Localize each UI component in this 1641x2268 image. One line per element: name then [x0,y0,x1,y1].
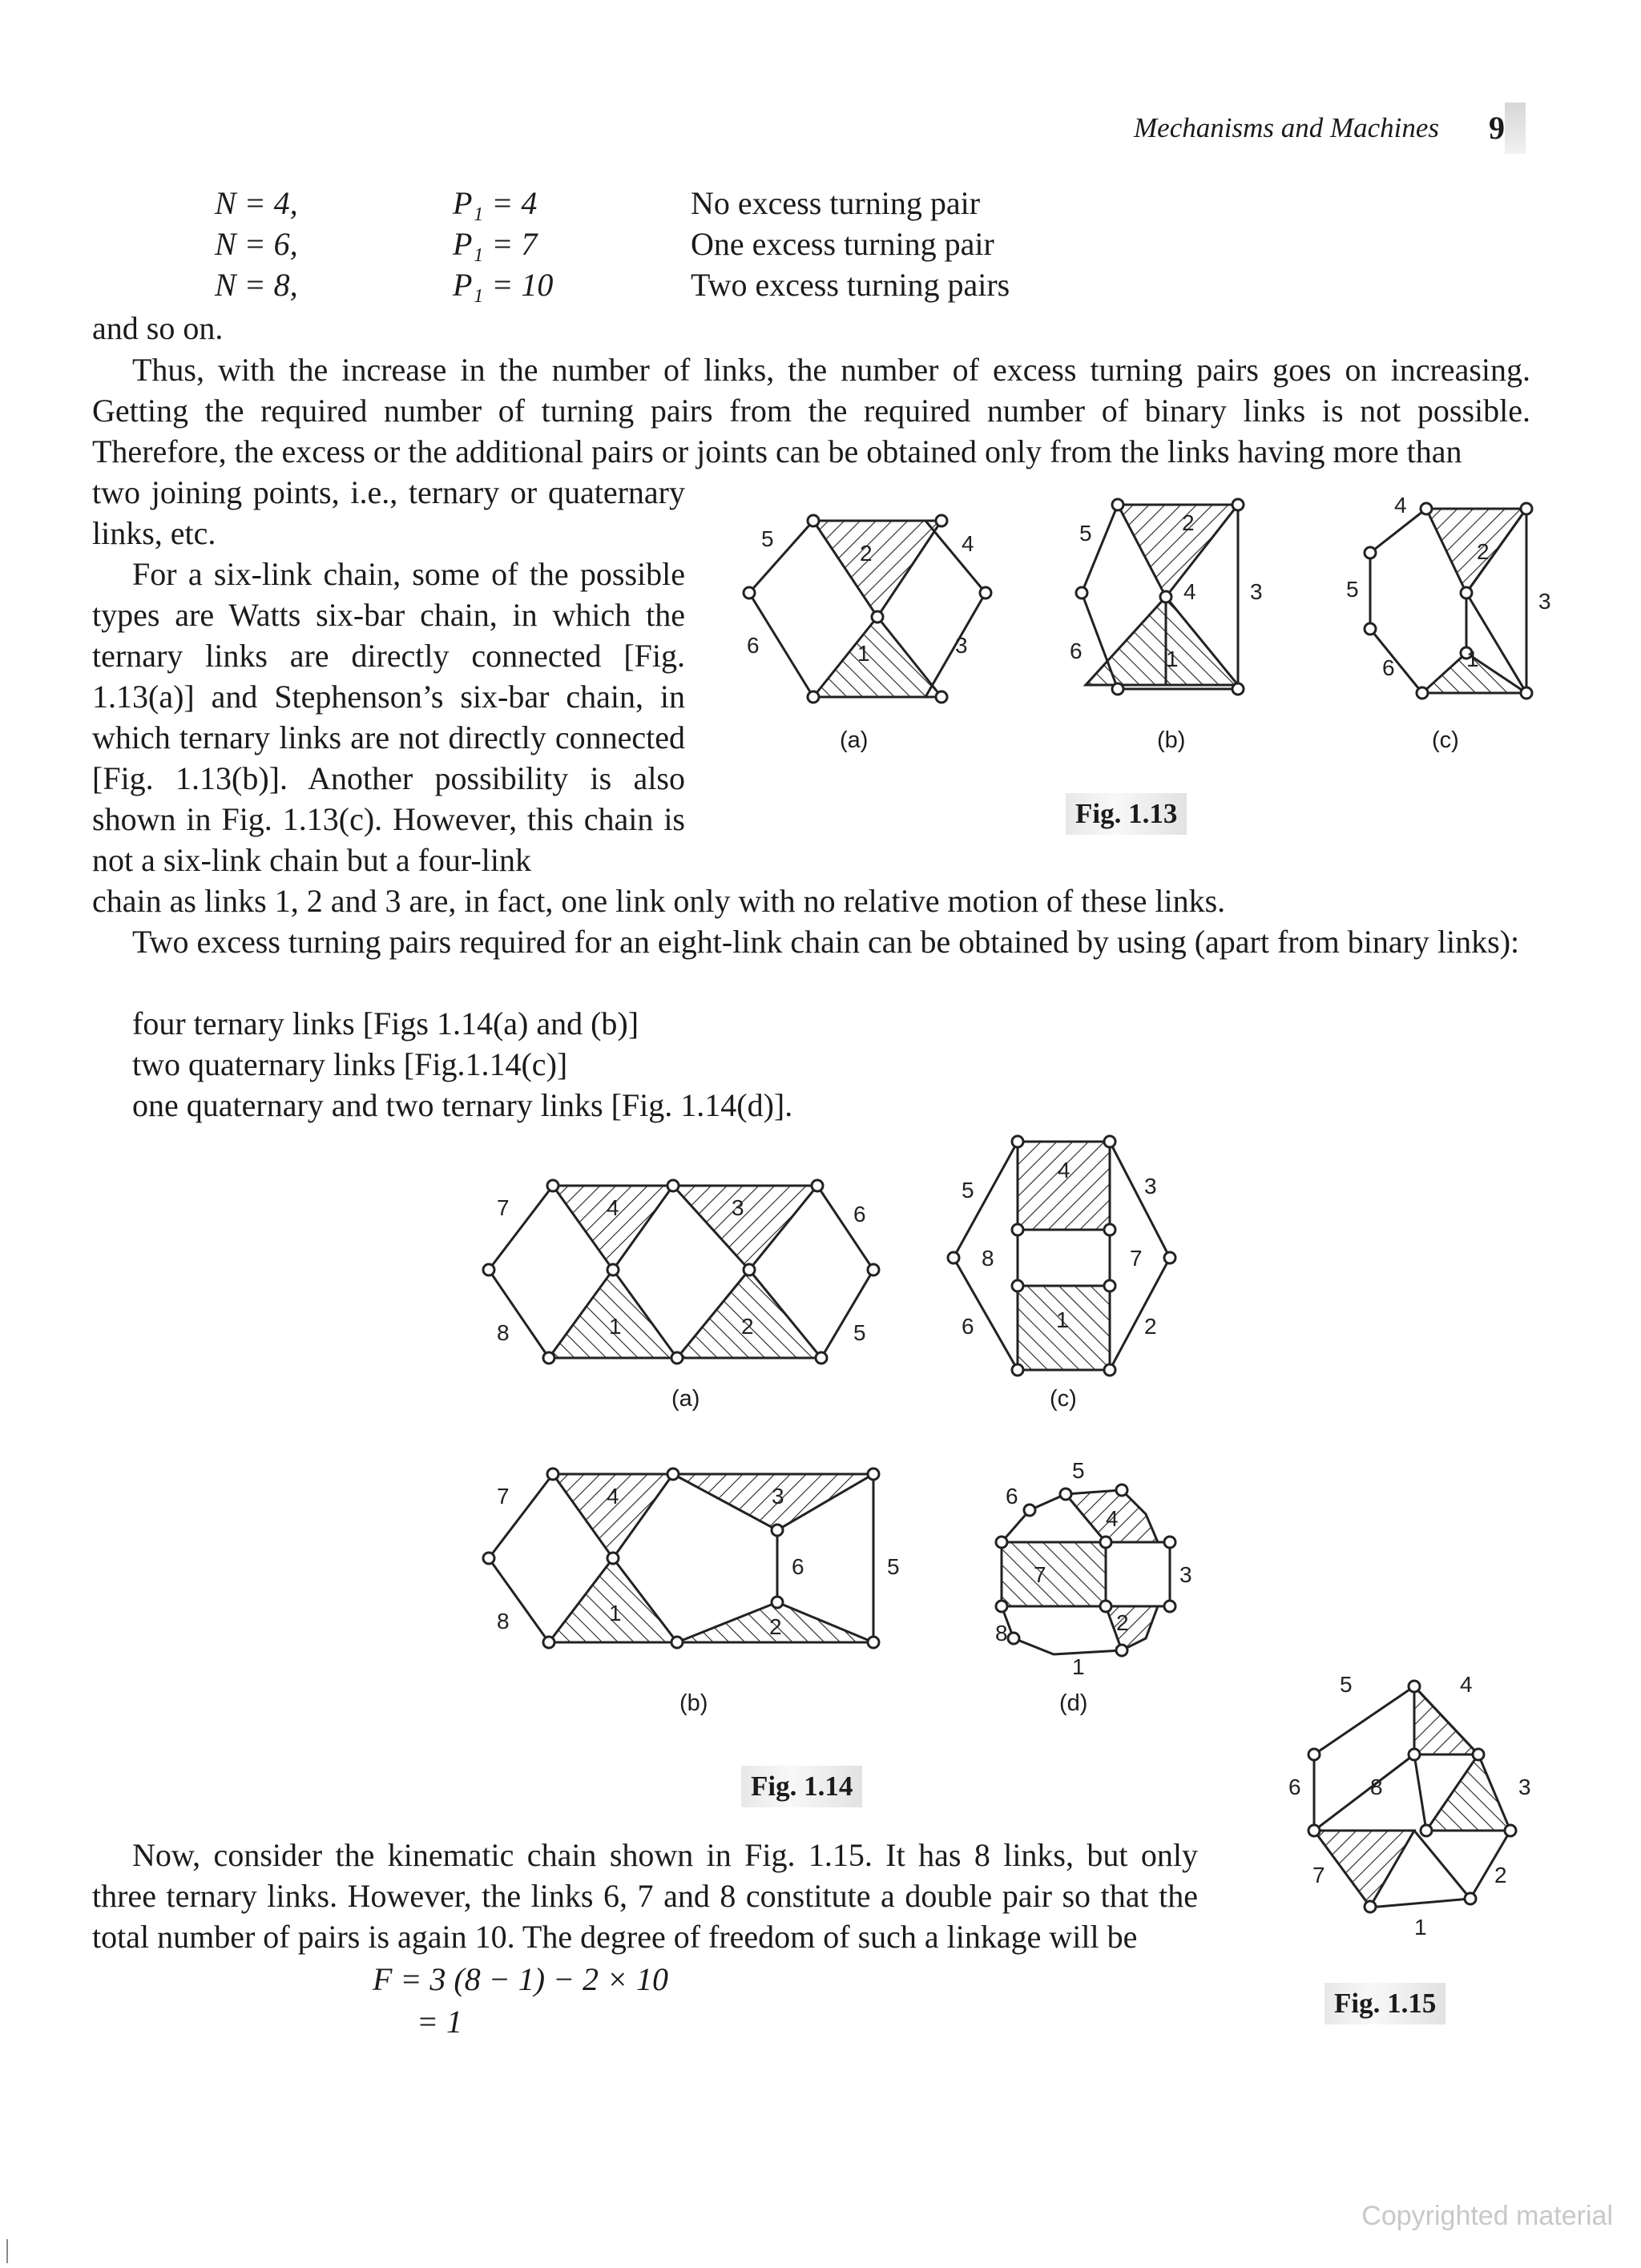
table-row-3-p: P₁ = 10 [453,267,554,303]
link-label: 3 [1179,1562,1192,1587]
paragraph-six-link-chain: For a six-link chain, some of the possible types are Watts six-bar chain, in which the ternary links are directly connected [Fig. 1.13(a)] and Stephenson’s six-bar chain, in which ternary links are not directly connected [Fig. 1.13(b)]. Another possibility is also shown in Fig. 1.13(c). However, this chain is not a six-link chain but a four-link [92,556,685,878]
link-label: 3 [955,633,968,658]
link-label: 3 [1518,1775,1531,1799]
scan-edge-mark [6,2239,8,2263]
link-label: 4 [607,1484,619,1509]
link-label: 4 [607,1195,619,1220]
link-label: 6 [792,1554,804,1579]
link-label: 2 [1494,1863,1507,1887]
link-label: 6 [853,1202,866,1227]
link-label: 6 [1382,655,1395,680]
running-header: Mechanisms and Machines [1134,112,1440,143]
list-item: two quaternary links [Fig.1.14(c)] [132,1046,568,1082]
page-tab-decoration [1505,103,1526,154]
table-row-1-text: No excess turning pair [691,185,981,221]
link-label: 5 [1072,1458,1085,1483]
link-label: 3 [1538,589,1551,614]
fig-1-14d-caption: (d) [1059,1690,1088,1716]
table-row-2-n: N = 6, [215,226,298,262]
fig-1-13c-caption: (c) [1432,727,1459,753]
link-label: 4 [962,531,974,556]
table-row-1-n: N = 4, [215,185,298,221]
table-row-3-n: N = 8, [215,267,298,303]
link-label: 4 [1394,493,1407,518]
link-label: 7 [497,1484,510,1509]
link-label: 6 [1288,1775,1301,1799]
link-label: 1 [1072,1654,1085,1679]
paragraph-fig115-chain: Now, consider the kinematic chain shown in Fig. 1.15. It has 8 links, but only three ternary links. However, the links 6, 7 and 8 constitute a double pair so that the total number of pairs is again 10. The degree of freedom of such a linkage will be [92,1837,1198,1955]
link-label: 2 [741,1314,754,1339]
link-label: 6 [1006,1484,1018,1509]
page-number: 9 [1489,110,1505,146]
link-label: 8 [982,1246,994,1271]
fig-1-14a-chain [477,1166,893,1394]
link-label: 3 [1250,579,1263,604]
link-label: 4 [1058,1158,1070,1182]
link-label: 5 [853,1320,866,1345]
link-label: 2 [1477,539,1490,564]
fig-1-13b-caption: (b) [1157,727,1186,753]
link-label: 6 [962,1314,974,1339]
link-label: 7 [1130,1246,1143,1271]
link-label: 1 [1466,647,1479,671]
link-label: 2 [769,1614,782,1639]
link-label: 6 [1070,639,1083,663]
equation-result: = 1 [417,2004,462,2040]
fig-1-14b-caption: (b) [679,1690,708,1716]
link-label: 4 [1460,1672,1473,1697]
table-row-2-text: One excess turning pair [691,226,994,262]
link-label: 5 [1079,521,1092,546]
link-label: 4 [1106,1506,1119,1531]
fig-1-13b-stephenson-chain [1046,481,1270,721]
fig-1-14a-caption: (a) [671,1386,700,1412]
table-row-3-text: Two excess turning pairs [691,267,1010,303]
link-label: 5 [962,1178,974,1202]
link-label: 1 [1414,1915,1427,1940]
link-label: 8 [497,1320,510,1345]
link-label: 5 [1340,1672,1353,1697]
link-label: 1 [609,1601,622,1625]
link-label: 7 [497,1195,510,1220]
link-label: 7 [1312,1863,1325,1887]
fig-1-14c-chain [937,1118,1202,1390]
fig-1-13a-watt-chain [725,481,998,721]
equation-dof: F = 3 (8 − 1) − 2 × 10 [373,1961,669,1997]
link-label: 5 [761,526,774,551]
fig-1-13c-four-link [1334,489,1558,717]
link-label: 6 [747,633,760,658]
fig-1-13a-caption: (a) [840,727,869,753]
list-item: four ternary links [Figs 1.14(a) and (b)] [132,1005,639,1041]
link-label: 7 [1034,1562,1046,1587]
fig-1-14-caption: Fig. 1.14 [741,1766,862,1807]
copyright-watermark: Copyrighted material [1361,2201,1613,2231]
table-trailer: and so on. [92,310,224,346]
link-label: 3 [1144,1174,1157,1198]
paragraph-joining-points: two joining points, i.e., ternary or quaternary links, etc. [92,474,685,551]
link-label: 4 [1183,579,1196,604]
link-label: 2 [860,541,873,566]
link-label: 8 [995,1621,1008,1646]
link-label: 2 [1116,1610,1129,1635]
link-label: 5 [1346,577,1359,602]
link-label: 5 [887,1554,900,1579]
paragraph-eight-link-chain: Two excess turning pairs required for an eight-link chain can be obtained by using (apart from binary links): [132,924,1520,960]
fig-1-15-chain [1282,1666,1546,1955]
link-label: 8 [497,1609,510,1634]
paragraph-excess-pairs: Thus, with the increase in the number of links, the number of excess turning pairs goes on increasing. Getting the required number of turning pairs from the required number of binary links is not possible. Therefore, the excess or the additional pairs or joints can be obtained only from the links having more than [92,352,1530,469]
link-label: 3 [772,1484,784,1509]
paragraph-four-link-chain: chain as links 1, 2 and 3 are, in fact, one link only with no relative motion of these links. [92,883,1226,919]
link-label: 3 [732,1195,744,1220]
link-label: 8 [1370,1775,1383,1799]
table-row-1-p: P₁ = 4 [453,185,538,221]
fig-1-15-caption: Fig. 1.15 [1324,1983,1445,2024]
fig-1-14c-caption: (c) [1050,1386,1077,1412]
fig-1-13-caption: Fig. 1.13 [1066,793,1187,835]
link-label: 1 [1056,1307,1069,1332]
link-label: 2 [1144,1314,1157,1339]
fig-1-14b-chain [477,1454,900,1670]
link-label: 1 [609,1314,622,1339]
fig-1-14d-chain [986,1454,1202,1679]
link-label: 1 [857,641,870,666]
link-label: 1 [1166,647,1179,671]
list-item: one quaternary and two ternary links [Fig. 1.14(d)]. [132,1087,793,1123]
table-row-2-p: P₁ = 7 [453,226,538,262]
link-label: 2 [1182,510,1195,535]
